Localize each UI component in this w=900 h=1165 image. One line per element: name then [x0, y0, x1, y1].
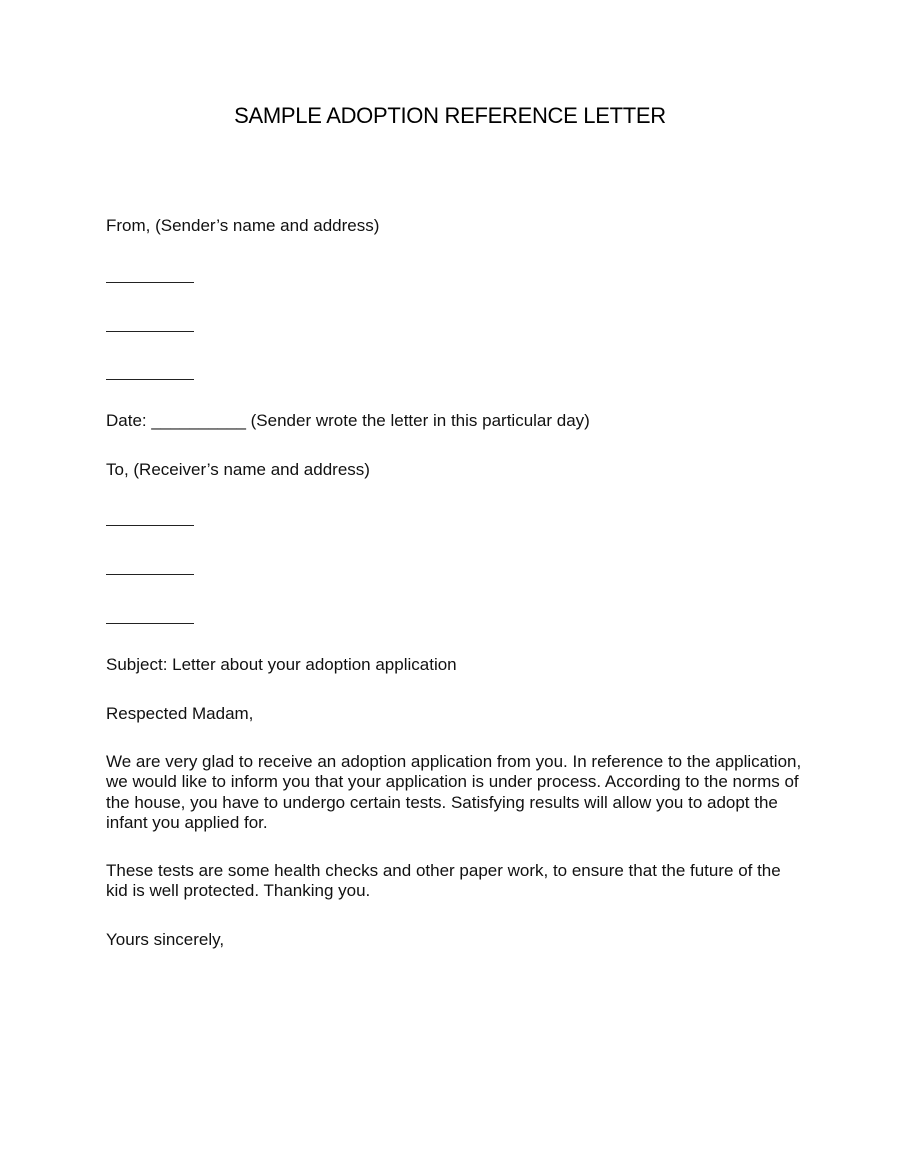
subject-line: Subject: Letter about your adoption application — [106, 655, 457, 674]
to-label: To, (Receiver’s name and address) — [106, 460, 370, 479]
closing: Yours sincerely, — [106, 930, 225, 949]
sender-address-line-2 — [106, 331, 194, 332]
receiver-address-line-1 — [106, 525, 194, 526]
salutation: Respected Madam, — [106, 704, 254, 723]
receiver-address-line-3 — [106, 623, 194, 624]
body-paragraph-1: We are very glad to receive an adoption application from you. In reference to the application, we would like to inform you that your application is under process. According to the norms of the house, you have to undergo certain tests. Satisfying results will allow you to adopt the infant you applied for. — [106, 752, 802, 832]
from-label: From, (Sender’s name and address) — [106, 216, 380, 235]
sender-address-line-1 — [106, 282, 194, 283]
body-paragraph-2: These tests are some health checks and other paper work, to ensure that the future of the kid is well protected. Thanking you. — [106, 861, 781, 901]
page-title: SAMPLE ADOPTION REFERENCE LETTER — [234, 103, 666, 128]
sender-address-line-3 — [106, 379, 194, 380]
receiver-address-line-2 — [106, 574, 194, 575]
date-line: Date: __________ (Sender wrote the letter in this particular day) — [106, 411, 590, 430]
